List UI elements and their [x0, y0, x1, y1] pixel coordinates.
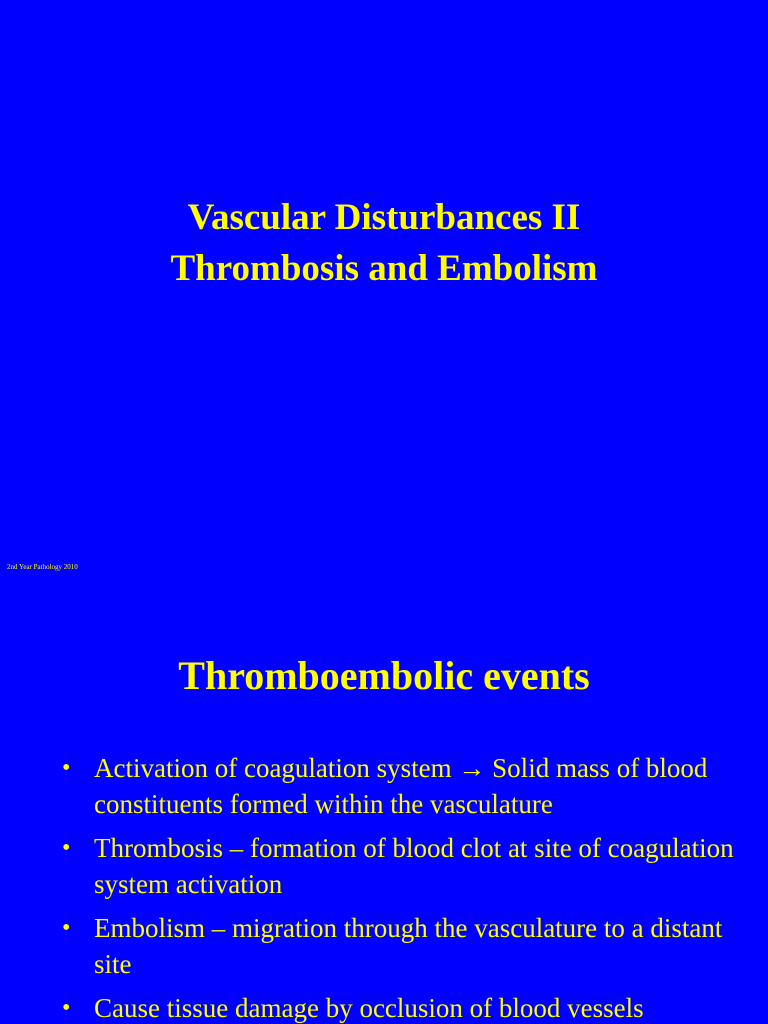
bullet-item — [62, 910, 752, 982]
bullet-item — [62, 990, 752, 1024]
title-line-1: Vascular Disturbances II — [187, 197, 581, 238]
bullet-dot-icon: • — [62, 995, 71, 1021]
bullet-list — [62, 750, 752, 1024]
bullet-dot-icon: • — [62, 835, 71, 861]
bullet-text: Activation of coagulation system → Solid mass of blood constituents formed within the vasculature — [94, 753, 708, 819]
slide-heading: Thromboembolic events — [178, 653, 590, 698]
bullet-text: Thrombosis – formation of blood clot at site of coagulation system activation — [94, 833, 734, 899]
content-slide — [0, 576, 768, 1024]
footer-note: 2nd Year Pathology 2010 — [7, 563, 78, 571]
bullet-item — [62, 830, 752, 902]
bullet-text: Embolism – migration through the vasculature to a distant site — [94, 913, 723, 979]
bullet-item — [62, 750, 752, 822]
title-line-2: Thrombosis and Embolism — [170, 248, 598, 289]
bullet-dot-icon: • — [62, 755, 71, 781]
bullet-dot-icon: • — [62, 915, 71, 941]
bullet-text: Cause tissue damage by occlusion of blood vessels — [94, 993, 644, 1023]
slide-title — [0, 192, 768, 294]
